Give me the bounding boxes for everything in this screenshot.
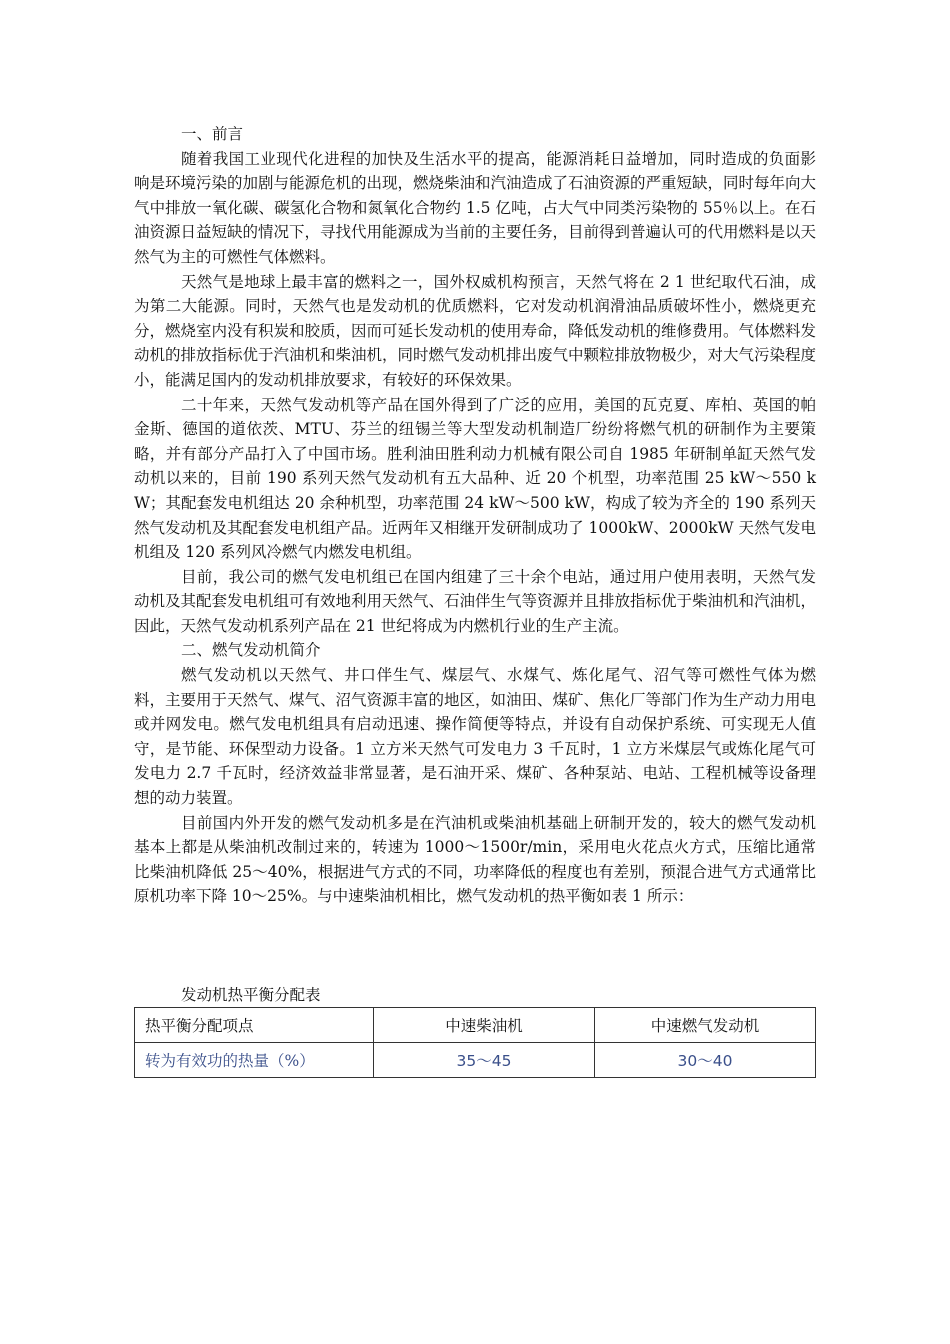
table-header-row [135,1008,816,1043]
heat-balance-table [134,1007,816,1078]
table-cell: 30～40 [595,1043,816,1078]
paragraph: 目前，我公司的燃气发电机组已在国内组建了三十余个电站，通过用户使用表明，天然气发动机及其配套发电机组可有效地利用天然气、石油伴生气等资源并且排放指标优于柴油机和汽油机，因此，天然气发动机系列产品在 21 世纪将成为内燃机行业的生产主流。 [134,567,817,635]
table-caption: 发动机热平衡分配表 [181,986,321,1004]
table-header-cell: 中速柴油机 [374,1008,595,1043]
paragraph: 目前国内外开发的燃气发动机多是在汽油机或柴油机基础上研制开发的，较大的燃气发动机基本上都是从柴油机改制过来的，转速为 1000～1500r/min，采用电火花点火方式，压缩比通常比柴油机降低 25～40%，根据进气方式的不同，功率降低的程度也有差别，预混合进气方式通常比原机功率下降 10～25%。与中速柴油机相比，燃气发动机的热平衡如表 1 所示： [134,813,816,906]
spacer [134,909,816,983]
table-row [135,1043,816,1078]
section-heading-gas-engine-intro: 二、燃气发动机简介 [181,641,321,660]
paragraph: 燃气发动机以天然气、井口伴生气、煤层气、水煤气、炼化尾气、沼气等可燃性气体为燃料，主要用于天然气、煤气、沼气资源丰富的地区，如油田、煤矿、焦化厂等部门作为生产动力用电或并网发电。燃气发电机组具有启动迅速、操作简便等特点，并设有自动保护系统、可实现无人值守，是节能、环保型动力设备。1 立方米天然气可发电力 3 千瓦时，1 立方米煤层气或炼化尾气可发电力 2.7 千瓦时，经济效益非常显著，是石油开采、煤矿、各种泵站、电站、工程机械等设备理想的动力装置。 [134,666,817,808]
table-header-cell: 中速燃气发动机 [595,1008,816,1043]
table-header-cell: 热平衡分配项点 [135,1008,374,1043]
paragraph: 天然气是地球上最丰富的燃料之一，国外权威机构预言，天然气将在 2 1 世纪取代石油，成为第二大能源。同时，天然气也是发动机的优质燃料，它对发动机润滑油品质破坏性小，燃烧更充分，燃烧室内没有积炭和胶质，因而可延长发动机的使用寿命，降低发动机的维修费用。气体燃料发动机的排放指标优于汽油机和柴油机，同时燃气发动机排出废气中颗粒排放物极少，对大气污染程度小，能满足国内的发动机排放要求，有较好的环保效果。 [134,272,817,389]
table-cell: 35～45 [374,1043,595,1078]
section-heading-preface: 一、前言 [181,125,244,143]
table-cell: 转为有效功的热量（%） [135,1043,374,1078]
paragraph: 二十年来，天然气发动机等产品在国外得到了广泛的应用，美国的瓦克夏、库柏、英国的帕金斯、德国的道依茨、MTU、芬兰的纽锡兰等大型发动机制造厂纷纷将燃气机的研制作为主要策略，并有部分产品打入了中国市场。胜利油田胜利动力机械有限公司自 1985 年研制单缸天然气发动机以来的，目前 190 系列天然气发动机有五大品种、近 20 个机型，功率范围 25 kW～550 kW；其配套发电机组达 20 余种机型，功率范围 24 kW～500 kW，构成了较为齐全的 190 系列天然气发动机及其配套发电机组产品。近两年又相继开发研制成功了 1000kW、2000kW 天然气发电机组及 120 系列风冷燃气内燃发电机组。 [134,395,816,562]
document-page [134,122,816,1078]
paragraph: 随着我国工业现代化进程的加快及生活水平的提高，能源消耗日益增加，同时造成的负面影响是环境污染的加剧与能源危机的出现，燃烧柴油和汽油造成了石油资源的严重短缺，同时每年向大气中排放一氧化碳、碳氢化合物和氮氧化合物约 1.5 亿吨，占大气中同类污染物的 55％以上。在石油资源日益短缺的情况下，寻找代用能源成为当前的主要任务，目前得到普遍认可的代用燃料是以天然气为主的可燃性气体燃料。 [134,149,817,266]
